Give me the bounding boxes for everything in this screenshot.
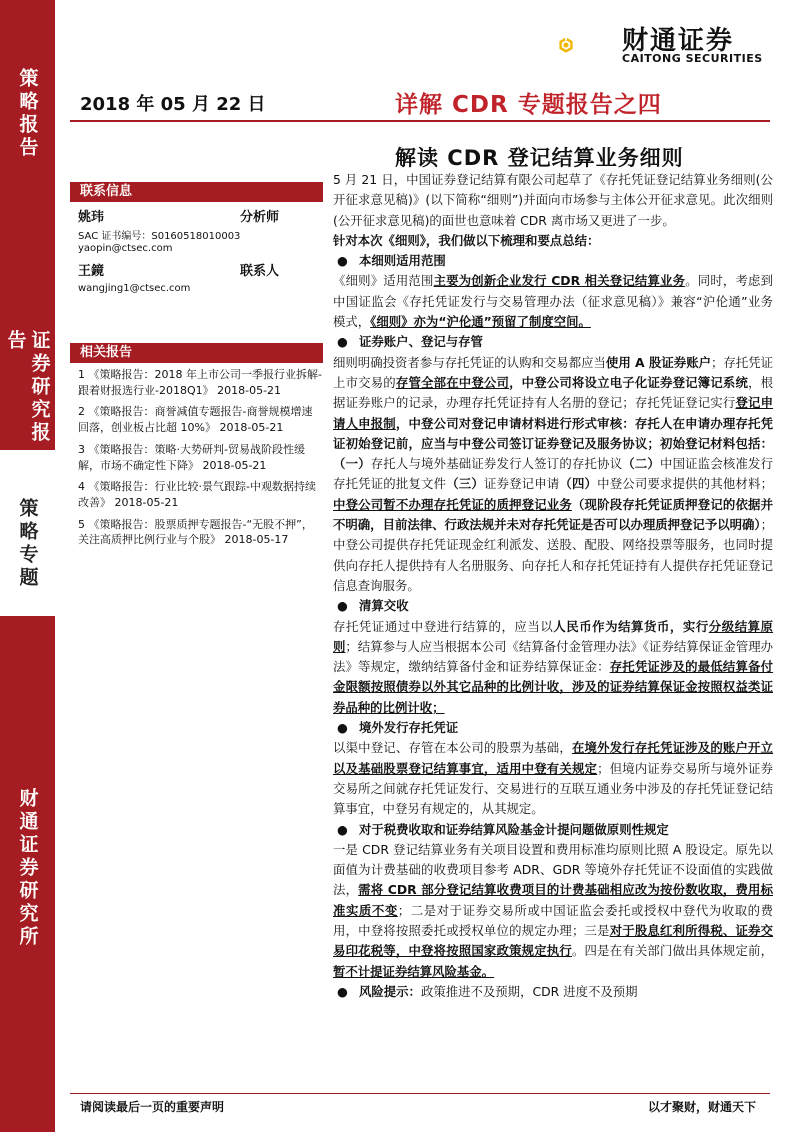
section-heading: ● 本细则适用范围 xyxy=(333,251,773,271)
sidebar-label: 策略报告 xyxy=(16,68,39,160)
sidebar-label: 证券研究报告 xyxy=(4,330,51,445)
section-heading: ● 清算交收 xyxy=(333,596,773,616)
bullet-icon: ● xyxy=(337,334,348,350)
contact-person-role: 联系人 xyxy=(240,264,280,279)
sidebar-block-research-report xyxy=(0,330,55,448)
analyst-sac: SAC 证书编号：S0160518010003 xyxy=(78,231,241,242)
sidebar-block-strategy-topic xyxy=(0,448,55,618)
analyst-name: 姚玮 xyxy=(78,210,105,225)
lead-sentence: 针对本次《细则》，我们做以下梳理和要点总结： xyxy=(333,232,600,248)
bullet-icon: ● xyxy=(337,598,348,614)
footer-slogan: 以才聚财，财通天下 xyxy=(647,1100,756,1114)
section-paragraph: 存托凭证通过中登进行结算的，应当以人民币作为结算货币，实行分级结算原则；结算参与人应当根据本公司《结算备付金管理办法》《证券结算保证金管理办法》等规定，缴纳结算备付金和证券结算保证金：存托凭证涉及的最低结算备付金限额按照债券以外其它品种的比例计收，涉及的证券结算保证金按照权益类证券品种的比例计收； xyxy=(333,618,774,715)
contact-person-email[interactable]: wangjing1@ctsec.com xyxy=(78,283,191,294)
sidebar-block-institute xyxy=(0,618,55,1132)
report-title: 详解 CDR 专题报告之四 xyxy=(395,92,662,118)
analyst-role: 分析师 xyxy=(240,210,280,225)
report-date: 2018 年 05 月 22 日 xyxy=(80,94,266,115)
section-heading: ● 证券账户、登记与存管 xyxy=(333,332,773,352)
intro-paragraph: 5 月 21 日，中国证券登记结算有限公司起草了《存托凭证登记结算业务细则(公开征求意见稿)》(以下简称“细则”)并面向市场参与主体公开征求意见。此次细则(公开征求意见稿)的面世也意味着 CDR 离市场又更进了一步。 xyxy=(333,172,773,228)
related-report-item[interactable]: 3 《策略报告：策略·大势研判-贸易战阶段性缓解，市场不确定性下降》 2018-05-21 xyxy=(78,442,305,472)
analyst-email[interactable]: yaopin@ctsec.com xyxy=(78,243,173,254)
header-divider xyxy=(70,120,770,122)
sidebar-label: 策略专题 xyxy=(16,498,39,590)
section-paragraph: 一是 CDR 登记结算业务有关项目设置和费用标准均原则比照 A 股设定。原先以面值为计费基础的收费项目参考 ADR、GDR 等境外存托凭证不设面值的实践做法，需将 CDR 部分登记结算收费项目的计费基础相应改为按份数收取，费用标准实质不变；二是对于证券交易所或中国证监会委托或授权中登代为收取的费用，中登将按照委托或授权单位的规定办理；三是对于股息红利所得税、证券交易印花税等，中登将按照国家政策规定执行。四是在有关部门做出具体规定前，暂不计提证券结算风险基金。 xyxy=(333,841,774,979)
related-heading: 相关报告 xyxy=(70,343,323,363)
logo-subtitle: CAITONG SECURITIES xyxy=(622,52,763,65)
logo-name: 财通证券 xyxy=(622,26,735,56)
report-body xyxy=(333,170,773,1002)
risk-warning: ● 风险提示：政策推进不及预期，CDR 进度不及预期 xyxy=(333,982,773,1002)
section-paragraph: 以渠中登记、存管在本公司的股票为基础，在境外发行存托凭证涉及的账户开立以及基础股票登记结算事宜，适用中登有关规定；但境内证券交易所与境外证券交易所之间就存托凭证发行、交易进行的互联互通业务中涉及的存托凭证登记结算事宜，中登另有规定的，从其规定。 xyxy=(333,740,774,817)
bullet-icon: ● xyxy=(337,720,348,736)
bullet-icon: ● xyxy=(337,821,348,837)
contact-heading: 联系信息 xyxy=(70,182,323,202)
bullet-icon: ● xyxy=(337,253,348,269)
related-report-item[interactable]: 4 《策略报告：行业比较·景气跟踪-中观数据持续改善》 2018-05-21 xyxy=(78,480,316,509)
sidebar-label: 财通证券研究所 xyxy=(16,788,39,949)
related-report-item[interactable]: 5 《策略报告：股票质押专题报告-“无股不押”，关注高质押比例行业与个股》 2018-05-17 xyxy=(78,517,313,547)
section-paragraph: 《细则》适用范围主要为创新企业发行 CDR 相关登记结算业务。同时，考虑到中国证监会《存托凭证发行与交易管理办法（征求意见稿）》兼容“沪伦通”业务模式，《细则》亦为“沪伦通”预留了制度空间。 xyxy=(333,273,774,330)
related-report-item[interactable]: 2 《策略报告：商誉减值专题报告-商誉规模增速回落，创业板占比超 10%》 2018-05-21 xyxy=(78,405,313,435)
section-paragraph: 细则明确投资者参与存托凭证的认购和交易都应当使用 A 股证券账户；存托凭证上市交易的存管全部在中登公司，中登公司将设立电子化证券登记簿记系统，根据证券账户的记录，办理存托凭证持有人名册的登记；存托凭证登记实行登记申请人申报制，中登公司对登记申请材料进行形式审核：存托人在申请办理存托凭证初始登记前，应当与中登公司签订证券登记及服务协议；初始登记材料包括：（一）存托人与境外基础证券发行人签订的存托协议（二）中国证监会核准发行存托凭证的批复文件（三）证券登记申请（四）中登公司要求提供的其他材料；中登公司暂不办理存托凭证的质押登记业务（现阶段存托凭证质押登记的依据并不明确，目前法律、行政法规并未对存托凭证是否可以办理质押登记予以明确）；中登公司提供存托凭证现金红利派发、送股、配股、网络投票等服务，也同时提供向存托人提供持有人名册服务、向存托人和存托凭证持有人提供存托凭证登记信息查询服务。 xyxy=(333,354,774,593)
report-subtitle: 解读 CDR 登记结算业务细则 xyxy=(395,146,684,170)
contact-person-name: 王鏡 xyxy=(78,264,105,279)
section-heading: ● 对于税费收取和证券结算风险基金计提问题做原则性规定 xyxy=(333,820,773,840)
related-report-item[interactable]: 1 《策略报告：2018 年上市公司一季报行业拆解-跟着财报选行业-2018Q1》 2018-05-21 xyxy=(78,368,322,397)
caitong-logo-icon xyxy=(557,16,617,74)
bullet-icon: ● xyxy=(337,983,348,999)
footer-divider xyxy=(70,1093,770,1094)
sidebar-block-strategy-report xyxy=(0,0,55,330)
section-heading: ● 境外发行存托凭证 xyxy=(333,718,773,738)
related-report-list xyxy=(78,367,323,548)
sidebar xyxy=(0,0,55,1132)
footer-disclaimer-note: 请阅读最后一页的重要声明 xyxy=(80,1100,225,1114)
